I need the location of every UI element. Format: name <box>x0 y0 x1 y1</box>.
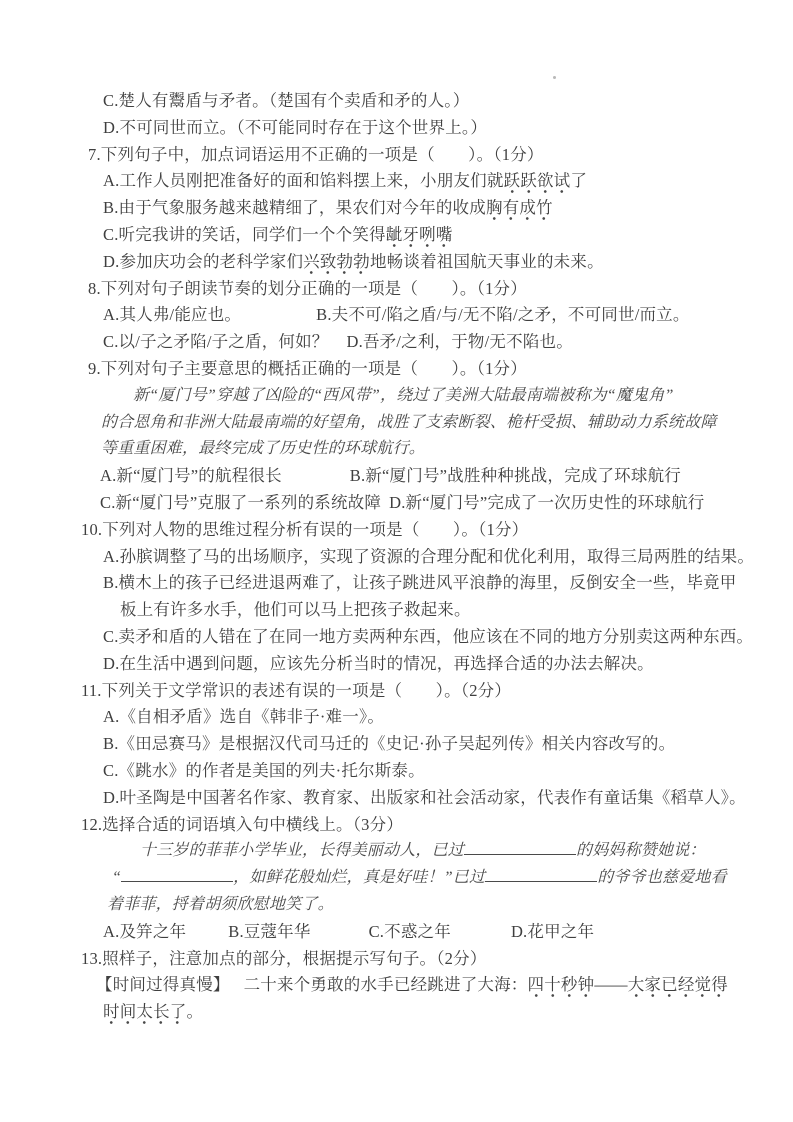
text-run: D.叶圣陶是中国著名作家、教育家、出版家和社会活动家，代表作有童话集《稻草人》。 <box>103 787 746 807</box>
text-line <box>0 276 763 303</box>
text-run: 地畅谈着祖国航天事业的未来。 <box>369 251 604 271</box>
text-run: “ <box>112 869 122 887</box>
emphasized-text: 时间太长了 <box>103 1002 187 1025</box>
text-run: B.由于气象服务越来越精细了，果农们对今年的收成 <box>103 198 486 218</box>
emphasized-text: 大家已经觉得 <box>628 975 728 998</box>
text-run: C.新“厦门号”克服了一系列的系统故障 <box>100 492 382 512</box>
text-line <box>0 624 763 651</box>
text-line <box>0 249 763 276</box>
text-run: 13.照样子，注意加点的部分，根据提示写句子。（2分） <box>81 948 487 968</box>
text-line <box>0 222 763 249</box>
text-run: 了 <box>570 171 588 191</box>
text-line <box>0 356 763 383</box>
emphasized-text: 兴致勃勃 <box>303 252 370 275</box>
text-line <box>0 517 763 544</box>
text-line <box>0 168 763 195</box>
text-run: C.卖矛和盾的人错在了在同一地方卖两种东西，他应该在不同的地方分别卖这两种东西。 <box>103 626 754 646</box>
text-run: A.《自相矛盾》选自《韩非子·难一》。 <box>103 707 385 727</box>
text-run: D.不可同世而立。（不可能同时存在于这个世界上。） <box>103 117 488 137</box>
text-line <box>0 570 763 597</box>
text-run: C.《跳水》的作者是美国的列夫·托尔斯泰。 <box>103 760 425 780</box>
text-line <box>0 88 763 115</box>
text-run: 着菲菲，捋着胡须欣慰地笑了。 <box>107 895 334 913</box>
text-run: C.楚人有鬻盾与矛者。（楚国有个卖盾和矛的人。） <box>103 91 470 110</box>
emphasized-text: 跃跃欲试 <box>504 171 571 194</box>
text-line <box>0 142 763 169</box>
text-run: 10.下列对人物的思维过程分析有误的一项是（ ）。（1分） <box>81 519 529 539</box>
text-run: A.孙膑调整了马的出场顺序，实现了资源的合理分配和优化利用，取得三局两胜的结果。 <box>103 546 755 566</box>
text-line <box>0 946 763 973</box>
text-run: A.其人弗/能应也。 <box>103 305 242 325</box>
emphasized-text: 龇牙咧嘴 <box>386 225 453 248</box>
emphasized-text: 四十秒钟 <box>528 975 595 998</box>
text-run: A.新“厦门号”的航程很长 <box>100 466 282 486</box>
text-line <box>0 678 763 705</box>
text-line <box>0 490 763 517</box>
text-line <box>0 115 763 142</box>
text-line <box>0 651 763 678</box>
text-run: 十三岁的菲菲小学毕业，长得美丽动人，已过 <box>140 842 465 860</box>
text-run: A.及笄之年 <box>103 921 187 941</box>
text-run: 的爷爷也慈爱地看 <box>597 869 727 887</box>
text-line <box>0 597 763 624</box>
text-line <box>0 436 763 463</box>
text-line <box>0 731 763 758</box>
text-line <box>0 704 763 731</box>
text-run: 【时间过得真慢】 <box>96 975 230 995</box>
text-line <box>0 195 763 222</box>
text-run: B.新“厦门号”战胜种种挑战，完成了环球航行 <box>349 466 681 486</box>
text-run: B.豆蔻年华 <box>228 921 311 941</box>
text-line <box>0 999 763 1026</box>
text-run: 新“厦门号”穿越了凶险的“西风带”，绕过了美洲大陆最南端被称为“魔鬼角” <box>133 386 674 404</box>
fill-in-blank <box>464 840 576 855</box>
text-line <box>0 463 763 490</box>
text-run: B.夫不可/陷之盾/与/无不陷/之矛，不可同世/而立。 <box>316 305 690 325</box>
text-run: 8.下列对句子朗读节奏的划分正确的一项是（ ）。（1分） <box>88 278 527 298</box>
text-line <box>0 972 763 999</box>
text-line <box>0 410 763 437</box>
text-run: 等重重困难，最终完成了历史性的环球航行。 <box>101 440 426 458</box>
text-run: 9.下列对句子主要意思的概括正确的一项是（ ）。（1分） <box>88 358 527 378</box>
scan-speck <box>553 76 556 79</box>
text-line <box>0 785 763 812</box>
text-line <box>0 758 763 785</box>
text-line <box>0 302 763 329</box>
text-run: D.在生活中遇到问题，应该先分析当时的情况，再选择合适的办法去解决。 <box>103 653 654 673</box>
text-run: 的合恩角和非洲大陆最南端的好望角，战胜了支索断裂、桅杆受损、辅助动力系统故障 <box>101 413 717 431</box>
text-run: —— <box>594 975 628 995</box>
text-run: B.《田忌赛马》是根据汉代司马迁的《史记·孙子吴起列传》相关内容改写的。 <box>103 734 676 754</box>
emphasized-text: 胸有成竹 <box>486 198 553 221</box>
text-line <box>0 383 763 410</box>
document-body <box>0 88 763 1026</box>
fill-in-blank <box>121 867 233 882</box>
text-line <box>0 865 763 892</box>
text-run: ，如鲜花般灿烂，真是好哇！”已过 <box>233 869 486 887</box>
text-run: B.横木上的孩子已经进退两难了，让孩子跳进风平浪静的海里，反倒安全一些，毕竟甲 <box>103 573 737 593</box>
fill-in-blank <box>485 867 597 882</box>
text-run: C.以/子之矛陷/子之盾，何如？ <box>103 332 329 352</box>
text-line <box>0 812 763 839</box>
text-line <box>0 919 763 946</box>
text-run: C.不惑之年 <box>368 921 451 941</box>
text-run: 7.下列句子中，加点词语运用不正确的一项是（ ）。（1分） <box>88 144 544 164</box>
text-run: 二十来个勇敢的水手已经跳进了大海： <box>243 975 528 995</box>
text-run: 的妈妈称赞她说： <box>576 842 706 860</box>
text-line <box>0 329 763 356</box>
text-run: D.新“厦门号”完成了一次历史性的环球航行 <box>389 492 705 512</box>
text-run: 11.下列关于文学常识的表述有误的一项是（ ）。（2分） <box>81 680 512 700</box>
text-run: 。 <box>186 1002 204 1022</box>
text-run: A.工作人员刚把准备好的面和馅料摆上来，小朋友们就 <box>103 171 504 191</box>
text-line <box>0 838 763 865</box>
text-line <box>0 544 763 571</box>
text-run: 板上有许多水手，他们可以马上把孩子救起来。 <box>120 600 471 620</box>
text-run: D.参加庆功会的老科学家们 <box>103 251 304 271</box>
text-line <box>0 892 763 919</box>
text-run: D.吾矛/之利，于物/无不陷也。 <box>346 332 573 352</box>
text-run: D.花甲之年 <box>510 921 595 941</box>
text-run: 12.选择合适的词语填入句中横线上。（3分） <box>81 814 404 834</box>
text-run: C.听完我讲的笑话，同学们一个个笑得 <box>103 224 386 244</box>
